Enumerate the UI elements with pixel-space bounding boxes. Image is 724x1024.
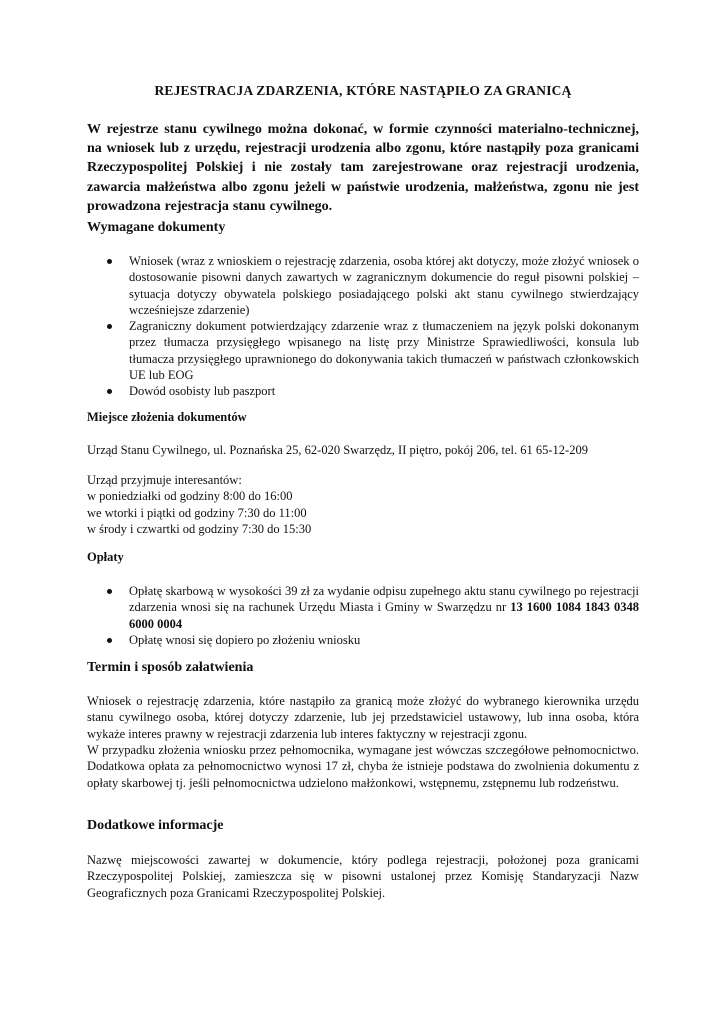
page-title: REJESTRACJA ZDARZENIA, KTÓRE NASTĄPIŁO ZA GRANICĄ: [154, 83, 572, 98]
bullet-icon: [107, 638, 112, 643]
term-paragraph-2: W przypadku złożenia wniosku przez pełnomocnika, wymagane jest wówczas szczegółowe pełnomocnictwo. Dodatkowa opłata za pełnomocnictwo wynosi 17 zł, chyba że istnieje podstawa do zwolnienia dokumentu z opłaty skarbowej tj. jeśli pełnomocnictwa udzielono małżonkowi, wstępnemu, zstępnemu lub rodzeństwu.: [87, 743, 639, 790]
extra-info-paragraph: Nazwę miejscowości zawartej w dokumencie, który podlega rejestracji, położonej poza granicami Rzeczypospolitej Polskiej, zamieszcza się w pisowni ustalonej przez Komisję Standaryzacji Nazw Geograficznych poza Granicami Rzeczypospolitej Polskiej.: [87, 853, 639, 900]
required-docs-heading: Wymagane dokumenty: [87, 220, 226, 235]
term-heading: Termin i sposób załatwienia: [87, 660, 254, 675]
list-item: Opłatę skarbową w wysokości 39 zł za wydanie odpisu zupełnego aktu stanu cywilnego po rejestracji zdarzenia wnosi się na rachunek Urzędu Miasta i Gminy w Swarzędzu nr 13 1600 1084 1843 0348 6000 0004: [87, 583, 639, 632]
bank-account-number: 13 1600 1084 1843 0348 6000 0004: [129, 600, 639, 631]
place-heading: Miejsce złożenia dokumentów: [87, 410, 247, 424]
bullet-icon: [107, 259, 112, 264]
term-paragraph-1: Wniosek o rejestrację zdarzenia, które nastąpiło za granicą może złożyć do wybranego kierownika urzędu stanu cywilnego osoba, której dotyczy zdarzenie, lub jej przedstawiciel ustawowy, lub inna osoba, która wykaże interes prawny w rejestracji zdarzenia lub interes faktyczny w rejestracji zgonu.: [87, 694, 639, 741]
list-item: Dowód osobisty lub paszport: [87, 383, 639, 399]
office-address: Urząd Stanu Cywilnego, ul. Poznańska 25, 62-020 Swarzędz, II piętro, pokój 206, tel. 61 65-12-209: [87, 443, 588, 457]
list-item: Wniosek (wraz z wnioskiem o rejestrację zdarzenia, osoba której akt dotyczy, może złożyć wniosek o dostosowanie pisowni danych zawartych w zagranicznym dokumencie do reguł pisowni polskiej – sytuacja dotyczy obywatela polskiego posiadającego polski akt stanu cywilnego stwierdzający wcześniejsze zdarzenie): [87, 253, 639, 318]
required-docs-list: [87, 253, 639, 400]
intro-paragraph: W rejestrze stanu cywilnego można dokonać, w formie czynności materialno-technicznej, na wniosek lub z urzędu, rejestracji urodzenia albo zgonu, które nastąpiły poza granicami Rzeczypospolitej Polskiej i nie zostały tam zarejestrowane oraz rejestracji urodzenia, zawarcia małżeństwa albo zgonu jeżeli w państwie urodzenia, małżeństwa, zgonu nie jest prowadzona rejestracja stanu cywilnego.: [87, 122, 639, 214]
office-hours-line: w środy i czwartki od godziny 7:30 do 15:30: [87, 521, 312, 536]
list-item: Zagraniczny dokument potwierdzający zdarzenie wraz z tłumaczeniem na język polski dokonanym przez tłumacza przysięgłego wpisanego na listę przy Ministrze Sprawiedliwości, konsula lub tłumacza przysięgłego uprawnionego do dokonywania takich tłumaczeń w państwach członkowskich UE lub EOG: [87, 318, 639, 383]
office-hours: [87, 472, 639, 537]
bullet-icon: [107, 324, 112, 329]
bullet-icon: [107, 589, 112, 594]
office-hours-line: w poniedziałki od godziny 8:00 do 16:00: [87, 489, 293, 504]
bullet-icon: [107, 389, 112, 394]
office-hours-intro: Urząd przyjmuje interesantów:: [87, 473, 242, 487]
fees-heading: Opłaty: [87, 550, 124, 564]
extra-info-heading: Dodatkowe informacje: [87, 818, 224, 833]
list-item: Opłatę wnosi się dopiero po złożeniu wniosku: [87, 632, 639, 648]
office-hours-line: we wtorki i piątki od godziny 7:30 do 11:00: [87, 505, 307, 520]
fees-list: [87, 583, 639, 648]
